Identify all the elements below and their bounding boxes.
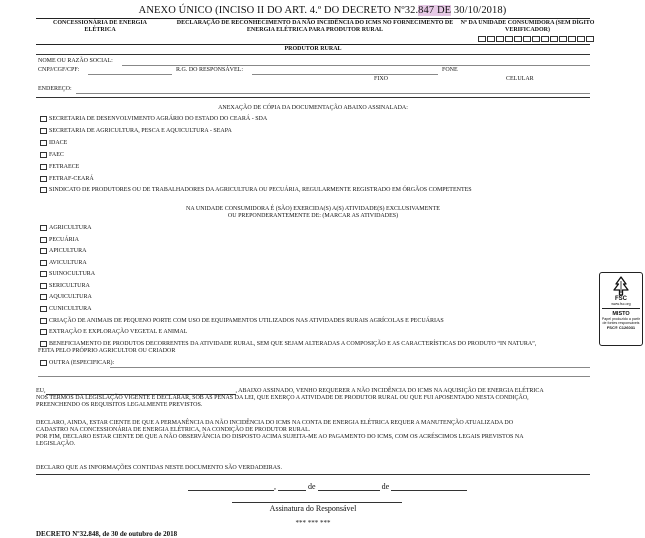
doc-checkbox-sindicato[interactable]: SINDICATO DE PRODUTORES OU DE TRABALHADORES DA AGRICULTURA OU PECUÁRIA, REGULARMENTE REGISTRADO EM ÓRGÃOS COMPETENTES — [40, 187, 472, 193]
title-text-end: 30/10/2018) — [451, 5, 507, 16]
other-field-line[interactable] — [110, 367, 590, 368]
activity-checkbox-suinocultura[interactable]: SUINOCULTURA — [40, 271, 95, 277]
digit-box[interactable] — [586, 36, 594, 42]
endereco-field-line[interactable] — [76, 93, 590, 94]
fsc-seal — [599, 272, 643, 346]
activity-checkbox-cunicultura[interactable]: CUNICULTURA — [40, 306, 91, 312]
digit-box[interactable] — [487, 36, 495, 42]
document-title — [0, 5, 645, 16]
rg-field-line[interactable] — [252, 74, 438, 75]
title-text-start: ANEXO ÚNICO (INCISO II DO ART. 4.º DO DECRETO Nº32. — [138, 5, 419, 16]
activity-checkbox-criacao[interactable]: CRIAÇÃO DE ANIMAIS DE PEQUENO PORTE COM USO DE EQUIPAMENTOS UTILIZADOS NAS ATIVIDADES RURAIS AGRÍCOLAS E PECUÁRIAS — [40, 318, 444, 324]
signature-line[interactable] — [232, 502, 402, 503]
other-field-line-2[interactable] — [38, 376, 590, 377]
digit-box[interactable] — [505, 36, 513, 42]
digit-box[interactable] — [550, 36, 558, 42]
next-decree-heading: DECRETO Nº32.848, de 30 de outubro de 2018 — [36, 530, 178, 538]
declarant-name-field[interactable] — [46, 386, 236, 395]
declaration-paragraph-1: EU, , ABAIXO ASSINADO, VENHO REQUERER A NÃO INCIDÊNCIA DO ICMS NA AQUISIÇÃO DE ENERGIA ELÉTRICA NOS TERMOS DA LEGISLAÇÃO VIGENTE E DECLARAR, SOB AS PENAS DA LEI, QUE EXERÇO A ATIVIDADE DE PRODUTOR RURAL OU QUE FUI APOSENTADO NESTA CONDIÇÃO, PREENCHENDO OS REQUISITOS LEGALMENTE PREVISTOS. — [36, 388, 544, 408]
declaration-paragraph-2: DECLARO, AINDA, ESTAR CIENTE DE QUE A PERMANÊNCIA DA NÃO INCIDÊNCIA DO ICMS NA CONTA DE ENERGIA ELÉTRICA REQUER A MANUTENÇÃO ATUALIZADA DO CADASTRO NA CONCESSIONÁRIA DE ENERGIA ELÉTRICA, NA CONDIÇÃO DE PRODUTOR RURAL. POR FIM, DECLARO ESTAR CIENTE DE QUE A NÃO OBSERVÂNCIA DO DISPOSTO ACIMA SUJEITA-ME AO PAGAMENTO DO ICMS, COM OS ACRÉSCIMOS LEGAIS PREVISTOS NA LEGISLAÇÃO. — [36, 420, 524, 447]
checkbox[interactable] — [40, 283, 47, 289]
header-consumer-unit: Nº DA UNIDADE CONSUMIDORA (SEM DÍGITO VERIFICADOR) — [460, 20, 595, 33]
activity-checkbox-pecuaria[interactable]: PECUÁRIA — [40, 237, 79, 243]
fixo-label: FIXO — [374, 76, 389, 82]
fsc-site: www.fsc.org — [611, 302, 631, 306]
name-field-line[interactable] — [122, 65, 590, 66]
activity-checkbox-aquicultura[interactable]: AQUICULTURA — [40, 294, 92, 300]
rg-label: R.G. DO RESPONSÁVEL: — [176, 67, 244, 73]
checkbox[interactable] — [40, 152, 47, 158]
checkbox[interactable] — [40, 260, 47, 266]
checkbox[interactable] — [40, 306, 47, 312]
digit-box[interactable] — [523, 36, 531, 42]
activity-beneficiamento-continuation: FEITA PELO PRÓPRIO AGRICULTOR OU CRIADOR — [38, 348, 176, 354]
digit-box[interactable] — [577, 36, 585, 42]
checkbox[interactable] — [40, 116, 47, 122]
producer-bottom-divider — [36, 97, 590, 98]
fone-label: FONE — [442, 67, 458, 73]
activity-checkbox-apicultura[interactable]: APICULTURA — [40, 248, 86, 254]
header-declaration-title: DECLARAÇÃO DE RECONHECIMENTO DA NÃO INCIDÊNCIA DO ICMS NO FORNECIMENTO DE ENERGIA ELÉTRICA PARA PRODUTOR RURAL — [176, 20, 454, 33]
digit-box[interactable] — [532, 36, 540, 42]
fsc-tree-icon — [610, 276, 632, 296]
checkbox[interactable] — [40, 318, 47, 324]
name-label: NOME OU RAZÃO SOCIAL: — [38, 58, 113, 64]
fsc-category: MISTO — [612, 311, 630, 317]
doc-checkbox-faec[interactable]: FAEC — [40, 152, 64, 158]
activities-heading-line2: OU PREPONDERANTEMENTE DE: (MARCAR AS ATIVIDADES) — [227, 213, 399, 219]
checkbox[interactable] — [40, 176, 47, 182]
checkbox[interactable] — [40, 225, 47, 231]
producer-section-title: PRODUTOR RURAL — [284, 46, 342, 52]
declaration-bottom-divider — [36, 474, 590, 475]
city-field[interactable] — [188, 482, 274, 491]
checkbox[interactable] — [40, 360, 47, 366]
digit-box[interactable] — [514, 36, 522, 42]
year-field[interactable] — [391, 482, 467, 491]
activity-checkbox-sericultura[interactable]: SERICULTURA — [40, 283, 90, 289]
fsc-divider — [602, 308, 640, 309]
activities-heading — [36, 206, 590, 220]
checkbox[interactable] — [40, 140, 47, 146]
checkbox[interactable] — [40, 341, 47, 347]
activity-checkbox-outra[interactable]: OUTRA (ESPECIFICAR): — [40, 360, 114, 366]
doc-checkbox-fetraf[interactable]: FETRAF-CEARÁ — [40, 176, 94, 182]
checkbox[interactable] — [40, 248, 47, 254]
header-concessionaria: CONCESSIONÁRIA DE ENERGIA ELÉTRICA — [52, 20, 148, 33]
activities-heading-line1: NA UNIDADE CONSUMIDORA É (SÃO) EXERCIDA(S) A(S) ATIVIDADE(S) EXCLUSIVAMENTE — [186, 206, 440, 212]
month-field[interactable] — [318, 482, 380, 491]
cnpj-label: CNPJ/CGF/CPF: — [38, 67, 80, 73]
celular-label: CELULAR — [506, 76, 534, 82]
signature-label: Assinatura do Responsável — [269, 504, 357, 513]
declaration-paragraph-4: DECLARO QUE AS INFORMAÇÕES CONTIDAS NESTE DOCUMENTO SÃO VERDADEIRAS. — [36, 465, 282, 471]
digit-box[interactable] — [568, 36, 576, 42]
fsc-brand: FSC — [615, 296, 627, 302]
consumer-unit-digit-boxes[interactable] — [478, 36, 594, 42]
fsc-description: Papel produzido a partir de fontes responsáveis — [601, 317, 641, 325]
activity-checkbox-beneficiamento[interactable]: BENEFICIAMENTO DE PRODUTOS DECORRENTES DA ATIVIDADE RURAL, SEM QUE SEJAM ALTERADAS A COMPOSIÇÃO E AS CARACTERÍSTICAS DO PRODUTO “IN NATURA”, — [40, 341, 536, 347]
checkbox[interactable] — [40, 164, 47, 170]
checkbox[interactable] — [40, 271, 47, 277]
digit-box[interactable] — [478, 36, 486, 42]
checkbox[interactable] — [40, 329, 47, 335]
end-mark: *** *** *** — [295, 519, 331, 527]
doc-checkbox-sda[interactable]: SECRETARIA DE DESENVOLVIMENTO AGRÁRIO DO ESTADO DO CEARÁ - SDA — [40, 116, 267, 122]
activity-checkbox-avicultura[interactable]: AVICULTURA — [40, 260, 87, 266]
endereco-label: ENDEREÇO: — [38, 86, 72, 92]
checkbox[interactable] — [40, 187, 47, 193]
title-highlighted-text: 847 DE — [418, 5, 452, 16]
doc-checkbox-fetraece[interactable]: FETRAECE — [40, 164, 79, 170]
activity-checkbox-agricultura[interactable]: AGRICULTURA — [40, 225, 91, 231]
fsc-code: FSC® C126031 — [606, 325, 636, 330]
checkbox[interactable] — [40, 294, 47, 300]
cnpj-field-line[interactable] — [88, 74, 172, 75]
digit-box[interactable] — [496, 36, 504, 42]
doc-checkbox-seapa[interactable]: SECRETARIA DE AGRICULTURA, PESCA E AQUICULTURA - SEAPA — [40, 128, 232, 134]
checkbox[interactable] — [40, 128, 47, 134]
day-field[interactable] — [278, 482, 306, 491]
checkbox[interactable] — [40, 237, 47, 243]
producer-divider — [36, 54, 590, 55]
digit-box[interactable] — [541, 36, 549, 42]
activity-checkbox-extracao[interactable]: EXTRAÇÃO E EXPLORAÇÃO VEGETAL E ANIMAL — [40, 329, 187, 335]
doc-checkbox-idace[interactable]: IDACE — [40, 140, 67, 146]
digit-box[interactable] — [559, 36, 567, 42]
documents-heading: ANEXAÇÃO DE CÓPIA DA DOCUMENTAÇÃO ABAIXO ASSINALADA: — [218, 105, 408, 111]
date-line: , de de — [188, 482, 467, 491]
